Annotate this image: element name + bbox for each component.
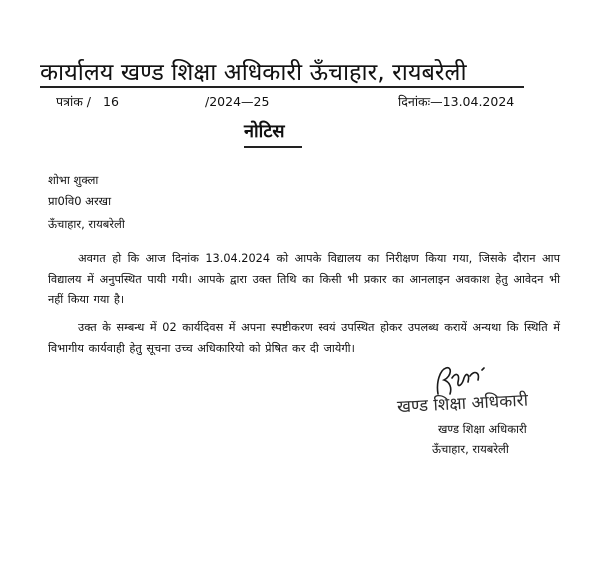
addressee-location: ऊँचाहार, रायबरेली xyxy=(48,217,125,231)
addressee-name: शोभा शुक्ला xyxy=(48,173,99,187)
reference-label: पत्रांक / xyxy=(56,94,92,109)
session-year: /2024—25 xyxy=(205,94,270,109)
office-title: कार्यालय खण्ड शिक्षा अधिकारी ऊँचाहार, रायबरेली xyxy=(40,58,467,86)
reference-number: 16 xyxy=(103,94,119,109)
signatory-location: ऊँचाहार, रायबरेली xyxy=(432,442,509,456)
notice-heading-underline xyxy=(244,146,302,148)
addressee-school: प्रा0वि0 अरखा xyxy=(48,194,112,208)
title-underline xyxy=(40,86,524,88)
signatory-designation: खण्ड शिक्षा अधिकारी xyxy=(438,422,527,436)
issue-date: दिनांकः—13.04.2024 xyxy=(398,94,515,109)
notice-heading: नोटिस xyxy=(244,121,285,142)
body-paragraph-1: अवगत हो कि आज दिनांक 13.04.2024 को आपके विद्यालय का निरीक्षण किया गया, जिसके दौरान आप विद्यालय में अनुपस्थित पायी गयी। आपके द्वारा उक्त तिथि का किसी भी प्रकार का आनलाइन अवकाश हेतु आवेदन भी नहीं किया गया है। xyxy=(48,252,560,306)
body-paragraph-2: उक्त के सम्बन्ध में 02 कार्यदिवस में अपना स्पष्टीकरण स्वयं उपस्थित होकर उपलब्ध करायें अन्यथा कि स्थिति में विभागीय कार्यवाही हेतु सूचना उच्च अधिकारियो को प्रेषित कर दी जायेगी। xyxy=(48,321,560,355)
office-stamp: खण्ड शिक्षा अधिकारी xyxy=(396,390,529,418)
